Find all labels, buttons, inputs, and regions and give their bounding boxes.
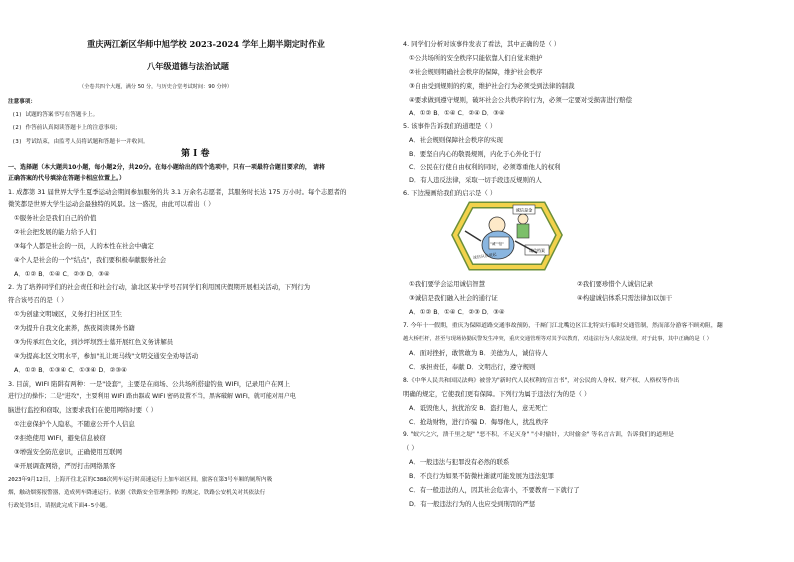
notes-title: 注意事项： <box>8 99 36 105</box>
question-3: 3. 目前，WIFI 陷阱有两种：一是"设套"，主要是在商场、公共场所搭建钓鱼 WIFI，记录用户在网上 <box>8 380 291 388</box>
subject-title: 八年级道德与法治试题 <box>147 61 229 71</box>
question-text: 符合该号召的是（ ） <box>8 296 68 304</box>
question-text: 脑进行监控和窃取，这要求我们在使用网络时要（ ） <box>8 406 158 414</box>
note-item: (3) 考试结束，由监考人员将试题和答题卡一并收回。 <box>12 139 149 145</box>
option-item: ①服务社会是我们自己的价值 <box>14 214 97 222</box>
note-item: (1) 试题的答案书写在答题卡上。 <box>12 112 99 118</box>
question-text: 越大桥栏杆，甚至与现场协勤民警发生冲突，重庆交通管理等对其予以教育，对违法行为人依法处理，对于此事，其中正确的是（ ） <box>403 336 712 342</box>
option-item: A．一般违法与犯罪没有必然的联系 <box>409 458 510 466</box>
answer-choices: A．①② B．①④ C．②③ D．③④ <box>409 308 505 316</box>
band-text: 诚信从我做起 <box>472 251 497 260</box>
option-item: ①我们要学会运用诚信智慧 <box>409 280 486 288</box>
option-item: D．有人违反法律，采取一切手段违反规则的人 <box>409 176 542 184</box>
material-text: 2023年9月12日，上海开往北京的C388次列车运行时高速运行上加车站区间，旅客在第3号车厢的厕所内吸 <box>8 477 273 483</box>
option-item: ②社会把发展的能力给予人们 <box>14 228 97 236</box>
question-5: 5. 该事件告诉我们的道理是（ ） <box>403 122 497 130</box>
question-text: （ ） <box>403 444 418 452</box>
option-item: ④个人是社会的一个"结点"，我们要积极奉献服务社会 <box>14 256 167 264</box>
option-item: C．有一般违法的人，因其社会危害小，不要教育一下就行了 <box>409 486 580 494</box>
answer-choices: A．①② B．①④ C．②③ D．③④ <box>14 270 110 278</box>
question-text: 微笑都是世界大学生运动会最独特的风景。这一盛况，由此可以看出（ ） <box>8 200 215 208</box>
option-item: ③每个人都是社会的一员，人的本性在社会中确定 <box>14 242 154 250</box>
note-item: (2) 作答前认真阅读答题卡上的注意事项； <box>12 125 121 131</box>
question-text: 明确的规定，它使我们更有保障。下列行为属于违法行为的是（ ） <box>403 390 591 398</box>
option-item: C．承担责任，奉献 D．文明出行，遵守规则 <box>409 363 536 371</box>
school-title: 重庆两江新区华师中旭学校 2023-2024 学年上期半期定时作业 <box>87 39 325 49</box>
option-item: ④开展调查网络，严厉打击网络黑客 <box>14 462 116 470</box>
option-item: C．抢劫财物，进行诈骗 D．侮辱他人，扰乱秩序 <box>409 418 549 426</box>
option-item: B．不良行为如果不防微杜渐就可能发展为违法犯罪 <box>409 472 554 480</box>
question-4: 4. 同学们分析对该事件发表了看法，其中正确的是（ ） <box>403 40 561 48</box>
option-item: ①公共场所的安全秩序只能依靠人们自觉来维护 <box>409 54 543 62</box>
option-item: A．诋毁他人，抗扰治安 B．盗打他人，意无死亡 <box>409 404 548 412</box>
material-text: 行政处罚5日，请据此完成下面4-5小题。 <box>8 503 111 509</box>
option-item: ③为传承红色文化，到沙坪坝烈士墓开展红色义务讲解员 <box>14 338 174 346</box>
option-item: C．公民在行使自由权利的同时，必须尊重他人的权利 <box>409 163 561 171</box>
question-1: 1. 成都第 31 届世界大学生夏季运动会期间参加服务的共 3.1 万余名志愿者，其服务时长达 175 万小时。每个志愿者的 <box>8 188 347 196</box>
bubble-text: "诚""信" <box>490 242 504 246</box>
option-item: ④构建诚信体系只需法律加以加干 <box>577 294 673 302</box>
option-item: ④要求做到遵守规则，破坏社会公共秩序的行为，必须一定要对受损害进行赔偿 <box>409 96 633 104</box>
section-title: 第 Ⅰ 卷 <box>181 149 210 159</box>
question-2: 2. 为了培养同学们的社会责任和社会行动，渝北区某中学号召同学们利用国庆假期开展相关活动，下列行为 <box>8 283 311 291</box>
option-item: ①注意保护个人隐私，不随意公开个人信息 <box>14 420 135 428</box>
option-item: ②社会规则明确社会秩序的保障，维护社会秩序 <box>409 68 543 76</box>
question-7: 7. 今年十一假期，重庆为保障道路交通事故预防，千厮门江北嘴边区江北特实行临时交通管制，然而部分游客不顾劝阻，翻 <box>403 323 723 329</box>
option-item: ②为提升自我文化素养，熬夜阅读课外书籍 <box>14 324 135 332</box>
option-item: B．要坚自内心的敬畏规则，内化于心外化于行 <box>409 150 542 158</box>
question-text: 进行过的操作；二是"进攻"，主要利用 WIFI 路由器或 WIFI 密码设置不当，黑客破解 WIFI，就可能对用户电 <box>8 393 296 400</box>
option-item: ③自由受到规则的约束，维护社会行为必须受到法律的制裁 <box>409 82 575 90</box>
comic-illustration <box>451 197 563 273</box>
option-item: ③诚信是我们融入社会的通行证 <box>409 294 498 302</box>
question-6: 6. 下边漫画给我们的启示是（ ） <box>403 189 497 197</box>
option-item: ④为提高北区文明水平，参加"礼让斑马线"文明交通安全劝导活动 <box>14 352 199 360</box>
part1-instructions-cont: 正确答案的代号填涂在答题卡相应位置上。） <box>8 175 126 182</box>
part1-instructions: 一、选择题（本大题共10小题，每小题2分，共20分。在每小题给出的四个选项中，只有一项最符合题目要求的， 请将 <box>8 164 325 171</box>
question-8: 8.《中华人民共和国民法典》被誉为"新时代人民权利的宣言书"，对公民的人身权、财产权、人格权等作出 <box>403 378 680 384</box>
material-text: 烟，触动烟雾报警器，造成列车降速运行。依据《铁路安全管理条例》的规定，铁路公安机关对其依法行 <box>8 490 266 496</box>
question-9: 9. "蚁穴之穴，溃千里之堤" "恶不积，不足灭身" "小时偷针，大时偷金" 等名言古训，告诉我们的道理是 <box>403 432 674 438</box>
option-item: A．面对挫折，敢管敢为 B．美德为人，诚信待人 <box>409 349 548 357</box>
card-text: 诚信档案 <box>529 248 545 253</box>
option-item: A．社会规则保障社会秩序的实现 <box>409 136 503 144</box>
person-head-icon <box>489 217 505 233</box>
option-item: ①为创建文明城区，义务打扫社区卫生 <box>14 310 122 318</box>
sign-text: 诚信是金 <box>515 207 533 213</box>
option-item: ②拒绝使用 WIFI，避免信息被窃 <box>14 434 106 442</box>
option-item: D．有一般违法行为的人也应受到刑罚的严惩 <box>409 500 536 508</box>
exam-info: （全卷共四个大题，满分 50 分，与历史合堂考试时间：90 分钟） <box>79 84 233 90</box>
answer-choices: A．①② B．①③④ C．①③④ D．②③④ <box>14 366 127 374</box>
option-item: ③增强安全防范意识，正确使用互联网 <box>14 448 122 456</box>
option-item: ②我们要珍惜个人诚信记录 <box>577 280 654 288</box>
answer-choices: A．①② B．①④ C．②④ D．③④ <box>409 109 505 117</box>
